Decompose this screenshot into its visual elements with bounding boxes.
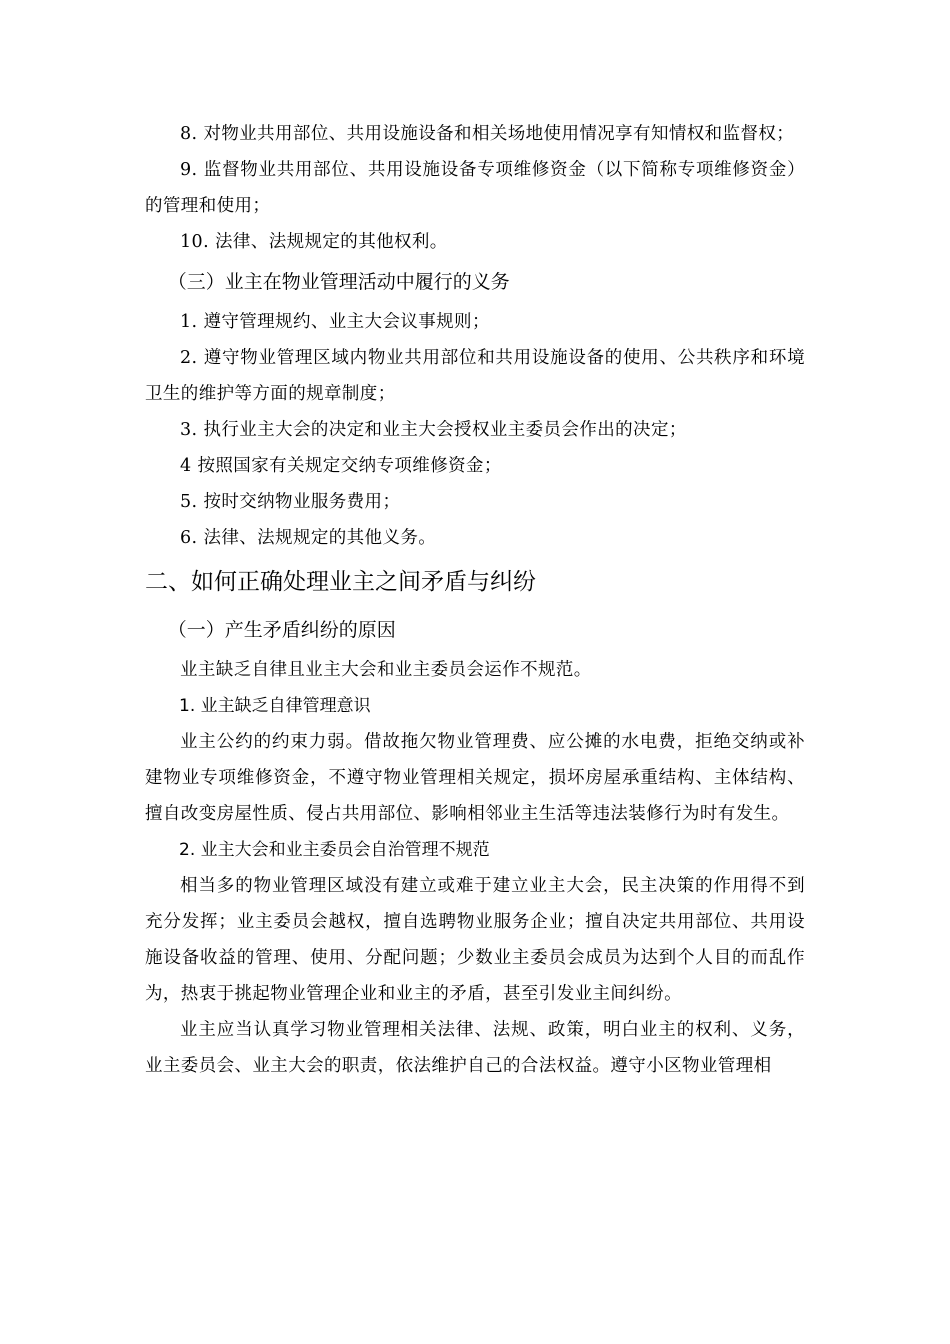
subheading-autonomy: 2. 业主大会和业主委员会自治管理不规范 [179,840,490,860]
subheading-self-discipline: 1. 业主缺乏自律管理意识 [179,696,371,716]
paragraph-right-8: 8. 对物业共用部位、共用设施设备和相关场地使用情况享有知情权和监督权； [180,124,795,144]
paragraph-self-discipline: 业主公约的约束力弱。借故拖欠物业管理费、应公摊的水电费，拒绝交纳或补建物业专项维修资金，不遵守物业管理相关规定，损坏房屋承重结构、主体结构、擅自改变房屋性质、侵占共用部位、影响相邻业主生活等违法装修行为时有发生。 [145,732,805,824]
paragraph-causes-summary: 业主缺乏自律且业主大会和业主委员会运作不规范。 [180,660,592,680]
paragraph-obligation-5: 5. 按时交纳物业服务费用； [180,492,401,512]
paragraph-obligation-3: 3. 执行业主大会的决定和业主大会授权业主委员会作出的决定； [180,420,687,440]
section-heading-causes: （一）产生矛盾纠纷的原因 [167,619,396,641]
paragraph-owner-advice: 业主应当认真学习物业管理相关法律、法规、政策，明白业主的权利、义务，业主委员会、业主大会的职责，依法维护自己的合法权益。遵守小区物业管理相 [145,1020,805,1076]
paragraph-obligation-4: 4 按照国家有关规定交纳专项维修资金； [180,456,502,476]
paragraph-obligation-6: 6. 法律、法规规定的其他义务。 [180,528,437,548]
paragraph-obligation-1: 1. 遵守管理规约、业主大会议事规则； [180,312,490,332]
paragraph-right-10: 10. 法律、法规规定的其他权利。 [180,232,448,252]
paragraph-right-9: 9. 监督物业共用部位、共用设施设备专项维修资金（以下简称专项维修资金）的管理和使用； [145,160,805,216]
paragraph-obligation-2: 2. 遵守物业管理区域内物业共用部位和共用设施设备的使用、公共秩序和环境卫生的维护等方面的规章制度； [145,348,805,404]
section-heading-obligations: （三）业主在物业管理活动中履行的义务 [167,271,510,293]
paragraph-autonomy: 相当多的物业管理区域没有建立或难于建立业主大会，民主决策的作用得不到充分发挥；业主委员会越权，擅自选聘物业服务企业；擅自决定共用部位、共用设施设备收益的管理、使用、分配问题；少数业主委员会成员为达到个人目的而乱作为，热衷于挑起物业管理企业和业主的矛盾，甚至引发业主间纠纷。 [145,876,805,1004]
document-body [145,116,805,1084]
chapter-heading-disputes: 二、如何正确处理业主之间矛盾与纠纷 [145,569,536,595]
